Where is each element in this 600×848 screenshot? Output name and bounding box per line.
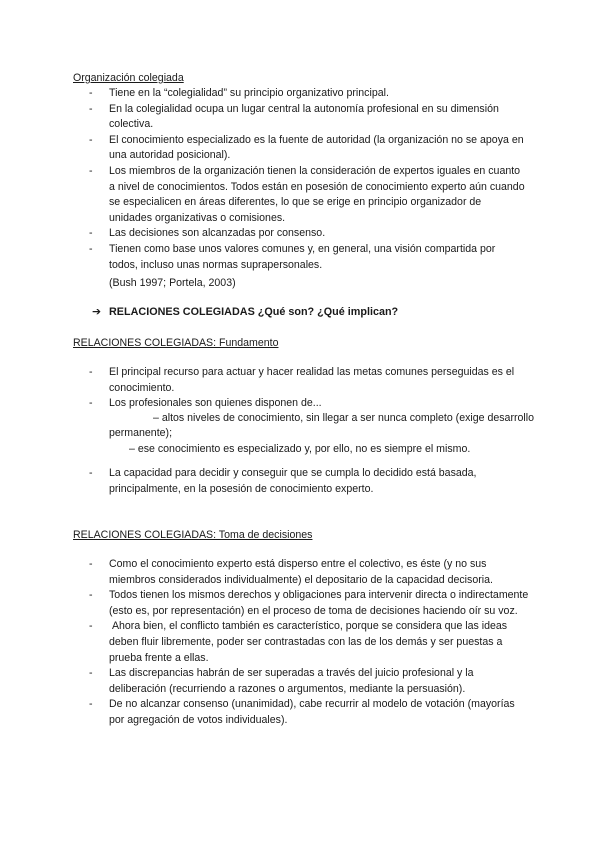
dash-bullet: - [89, 366, 93, 378]
dash-bullet: - [89, 589, 93, 602]
list-item: - El principal recurso para actuar y hacer realidad las metas comunes perseguidas es el conocimiento. [89, 366, 515, 394]
dash-bullet: - [89, 698, 93, 711]
list-item: - Las decisiones son alcanzadas por consenso. [89, 226, 525, 242]
dash-bullet: - [89, 227, 93, 240]
list-item: - Los miembros de la organización tienen la consideración de expertos iguales en cuanto a nivel de conocimientos. Todos están en posesión de conocimiento experto aún cuando se especialicen en áreas diferentes, lo que se erige en principio organizador de unidades organizativas o comisiones. [89, 164, 525, 224]
dash-bullet: - [89, 102, 93, 115]
list-item: - Tiene en la “colegialidad” su principio organizativo principal. [89, 86, 525, 102]
fundamento-list-continued [89, 466, 529, 497]
dash-bullet: - [89, 133, 93, 146]
dash-bullet: - [89, 242, 93, 255]
list-item: - Ahora bien, el conflicto también es característico, porque se considera que las ideas deben fluir libremente, poder ser contrastadas con las de los demás y ser puestas a prueba frente a ellas. [89, 620, 511, 664]
section-heading-organizacion: Organización colegiada [73, 72, 184, 84]
list-item: - El conocimiento especializado es la fuente de autoridad (la organización no se apoya en una autoridad posicional). [89, 133, 524, 162]
list-item: - Como el conocimiento experto está disperso entre el colectivo, es éste (y no sus miembros considerados individualmente) el depositario de la capacidad decisoria. [89, 558, 493, 586]
list-item: - Los profesionales son quienes disponen de... [89, 396, 529, 412]
section-heading-fundamento: RELACIONES COLEGIADAS: Fundamento [73, 337, 279, 349]
list-item: - Tienen como base unos valores comunes y, en general, una visión compartida por todos, incluso unas normas suprapersonales. [89, 242, 496, 271]
list-item: - Todos tienen los mismos derechos y obligaciones para intervenir directa o indirectamente (esto es, por representación) en el proceso de toma de decisiones haciendo oír su voz. [89, 589, 529, 617]
callout-text: RELACIONES COLEGIADAS ¿Qué son? ¿Qué implican? [109, 306, 399, 318]
section-heading-toma-decisiones: RELACIONES COLEGIADAS: Toma de decisiones [73, 529, 313, 541]
organizacion-list [89, 86, 525, 273]
dash-bullet: - [89, 397, 93, 410]
list-item: - La capacidad para decidir y conseguir que se cumpla lo decidido está basada, principalmente, en la posesión de conocimiento experto. [89, 467, 477, 495]
fundamento-list [89, 365, 529, 412]
arrow-right-icon: ➔ [92, 306, 102, 318]
dash-bullet: - [89, 87, 93, 99]
sub-item-line: – altos niveles de conocimiento, sin llegar a ser nunca completo (exige desarrollo [153, 412, 534, 424]
list-item: - En la colegialidad ocupa un lugar central la autonomía profesional en su dimensión colectiva. [89, 102, 499, 131]
dash-bullet: - [89, 164, 93, 177]
sub-item-line: permanente); [109, 427, 173, 439]
toma-decisiones-list [89, 557, 529, 729]
callout-line [92, 305, 398, 321]
list-item: - Las discrepancias habrán de ser superadas a través del juicio profesional y la deliberación (recurriendo a razones o argumentos, mediante la persuasión). [89, 667, 474, 695]
dash-bullet: - [89, 558, 93, 570]
citation: (Bush 1997; Portela, 2003) [109, 277, 236, 289]
dash-bullet: - [89, 667, 93, 680]
sub-item-line: – ese conocimiento es especializado y, por ello, no es siempre el mismo. [129, 443, 471, 455]
dash-bullet: - [89, 467, 93, 479]
list-item: - De no alcanzar consenso (unanimidad), cabe recurrir al modelo de votación (mayorías por agregación de votos individuales). [89, 698, 515, 726]
dash-bullet: - [89, 620, 93, 633]
